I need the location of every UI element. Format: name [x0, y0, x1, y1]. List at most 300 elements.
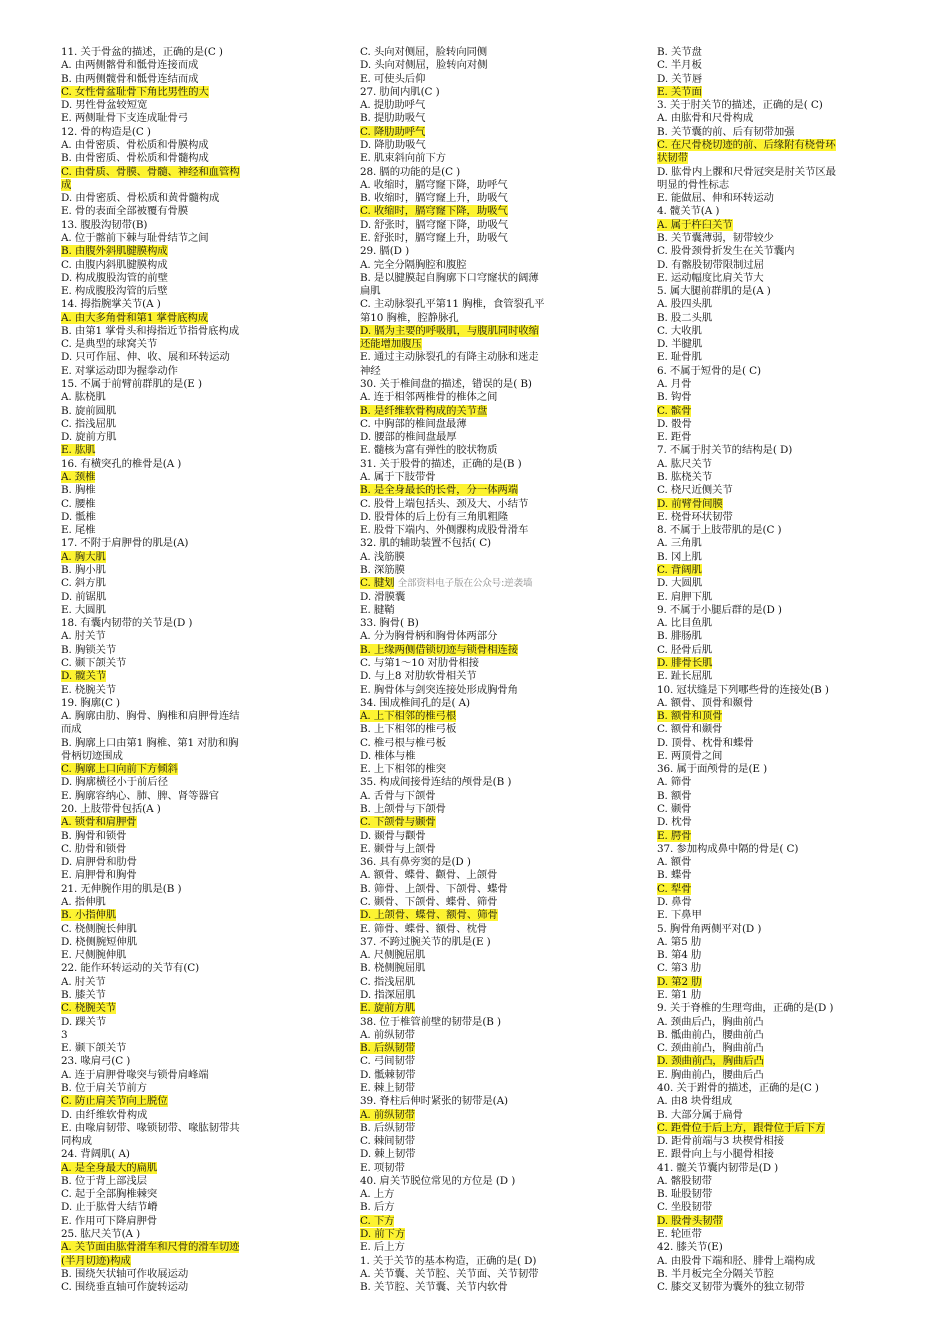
text-line [360, 285, 645, 298]
line-text: A. 分为胸骨柄和胸骨体两部分 [360, 630, 498, 643]
text-line [360, 431, 645, 444]
line-text: E. 轮匝带 [657, 1228, 702, 1241]
line-text: A. 连于肩胛骨喙突与锁骨肩峰端 [61, 1068, 209, 1081]
text-line [657, 697, 919, 710]
text-line [360, 1188, 645, 1201]
text-line [61, 298, 346, 311]
line-text: C. 腰椎 [61, 497, 96, 510]
text-line [61, 1082, 346, 1095]
line-text: D. 与上8 对肋软骨相关节 [360, 670, 477, 683]
text-line [61, 1042, 346, 1055]
text-line [61, 750, 346, 763]
text-line [61, 351, 346, 364]
text-line [657, 112, 919, 125]
line-text: C. 颈曲前凸，胸曲前凸 [657, 1042, 764, 1055]
line-text: C. 由腹内斜肌腱膜构成 [61, 258, 168, 271]
line-text: D. 鼻骨 [657, 896, 692, 908]
line-text: D. 腰部的椎间盘最厚 [360, 431, 457, 444]
line-text: C. 降肋助呼气 [360, 125, 426, 138]
line-text: E. 腱鞘 [360, 603, 395, 616]
text-line [657, 1175, 919, 1188]
text-line [61, 112, 346, 125]
line-text: B. 是纤维软骨构成的关节盘 [360, 404, 488, 417]
text-line [61, 657, 346, 670]
line-text: 23. 喙肩弓(C ) [61, 1055, 131, 1068]
text-line [360, 617, 645, 630]
line-text: A. 指伸肌 [61, 896, 106, 908]
line-text: D. 前下方 [360, 1228, 406, 1241]
line-text: 40. 关于跗骨的描述，正确的是(C ) [657, 1081, 819, 1094]
line-text: B. 骶曲前凸，腰曲前凸 [657, 1028, 764, 1041]
text-line [360, 803, 645, 816]
text-line [61, 325, 346, 338]
line-text: B. 关节囊薄弱，韧带较少 [657, 231, 774, 244]
watermark-text: 全部资料电子版在公众号:逆袭墙 [397, 578, 533, 590]
line-text: E. 下鼻甲 [657, 909, 702, 922]
text-line [360, 1135, 645, 1148]
line-text: B. 上缘两侧借锁切迹与锁骨相连接 [360, 643, 519, 656]
line-text: E. 作用可下降肩胛骨 [61, 1214, 158, 1227]
text-line [657, 418, 919, 431]
text-line [657, 205, 919, 218]
line-text: E. 股骨下端内、外侧髁构成股骨滑车 [360, 524, 529, 537]
text-line [61, 790, 346, 803]
line-text: C. 股骨颈骨折发生在关节囊内 [657, 245, 795, 258]
line-text: E. 桡骨环状韧带 [657, 510, 733, 523]
line-text: B. 冈上肌 [657, 550, 702, 563]
text-line [360, 936, 645, 949]
line-text: B. 由第1 掌骨头和拇指近节指骨底构成 [61, 324, 240, 337]
highlighted-text-line [657, 976, 919, 989]
line-text: B. 关节盘 [657, 46, 702, 58]
line-text: D. 骰骨 [657, 417, 692, 430]
text-line [61, 949, 346, 962]
line-text: A. 完全分隔胸腔和腹腔 [360, 258, 467, 271]
line-text: E. 两顶骨之间 [657, 749, 723, 762]
highlighted-text-line [360, 1042, 645, 1055]
text-line [360, 46, 645, 59]
text-line [657, 803, 919, 816]
line-text: E. 胸曲前凸，腰曲后凸 [657, 1068, 764, 1081]
line-text: A. 额骨、蝶骨、颧骨、上颌骨 [360, 869, 498, 882]
text-line [657, 192, 919, 205]
text-line [360, 179, 645, 192]
line-text: B. 腓肠肌 [657, 630, 702, 643]
line-text: A. 胸廓由肋、胸骨、胸椎和肩胛骨连结 [61, 710, 240, 723]
text-line [61, 524, 346, 537]
highlighted-text-line [61, 670, 346, 683]
highlighted-text-line [657, 139, 919, 152]
line-text: A. 是全身最大的扁肌 [61, 1161, 158, 1174]
line-text: B. 膝关节 [61, 988, 106, 1001]
text-line [360, 564, 645, 577]
line-text: 30. 关于椎间盘的描述，错误的是( B) [360, 378, 532, 391]
line-text: E. 肩胛骨和胸骨 [61, 869, 137, 882]
line-text: 38. 位于椎管前壁的韧带是(B ) [360, 1015, 501, 1028]
line-text: A. 前纵韧带 [360, 1028, 415, 1041]
text-line [61, 630, 346, 643]
highlighted-text-line [657, 498, 919, 511]
text-line [61, 684, 346, 697]
line-text: C. 起于全部胸椎棘突 [61, 1188, 158, 1201]
line-text: C. 由骨质、骨膜、骨髓、神经和血管构 [61, 165, 240, 178]
line-text: 35. 构成间接骨连结的颅骨是(B ) [360, 776, 512, 789]
line-text: E. 筛骨、蝶骨、额骨、枕骨 [360, 922, 488, 935]
text-line [657, 1201, 919, 1214]
text-line [61, 723, 346, 736]
text-line [657, 949, 919, 962]
text-line [657, 843, 919, 856]
text-line [657, 723, 919, 736]
line-text: 3 [61, 1028, 68, 1041]
text-line [360, 989, 645, 1002]
highlighted-text-line [360, 405, 645, 418]
line-text: C. 棘间韧带 [360, 1135, 416, 1148]
text-line [61, 936, 346, 949]
line-text: 11. 关于骨盆的描述，正确的是(C ) [61, 46, 223, 58]
line-text: E. 髓核为富有弹性的胶状物质 [360, 444, 498, 457]
line-text: C. 颞骨 [657, 803, 692, 816]
line-text: A. 连于相邻两椎骨的椎体之间 [360, 391, 498, 404]
line-text: E. 构成腹股沟管的后壁 [61, 285, 168, 298]
line-text: C. 坐股韧带 [657, 1201, 713, 1214]
text-line [61, 1016, 346, 1029]
line-text: 而成 [61, 723, 82, 736]
text-line [360, 697, 645, 710]
text-line [61, 192, 346, 205]
line-text: 29. 膈(D ) [360, 245, 410, 258]
line-text: D. 只可作屈、伸、收、展和环转运动 [61, 351, 230, 364]
text-line [61, 418, 346, 431]
highlighted-text-line [657, 710, 919, 723]
text-line [61, 59, 346, 72]
line-text: D. 颈曲前凸，胸曲后凸 [657, 1055, 764, 1068]
text-line [61, 1055, 346, 1068]
line-text: 8. 不属于上肢带肌的是(C ) [657, 524, 782, 537]
text-line [657, 962, 919, 975]
line-text: 扁肌 [360, 285, 381, 298]
line-text: 37. 不跨过腕关节的肌是(E ) [360, 935, 491, 948]
text-line [360, 511, 645, 524]
text-line [61, 1135, 346, 1148]
line-text: A. 由肱骨和尺骨构成 [657, 112, 754, 125]
line-text: C. 距骨位于后上方，跟骨位于后下方 [657, 1121, 826, 1134]
line-text: 20. 上肢带骨包括(A ) [61, 803, 161, 816]
line-text: B. 桡侧腕屈肌 [360, 962, 426, 975]
text-line [61, 604, 346, 617]
line-text: C. 主动脉裂孔平第11 胸椎，食管裂孔平 [360, 298, 545, 311]
line-text: 骨柄切迹围成 [61, 749, 123, 762]
text-line [657, 1095, 919, 1108]
line-text: 32. 肌的辅助装置不包括( C) [360, 537, 492, 550]
line-text: 15. 不属于前臂前群肌的是(E ) [61, 378, 202, 391]
text-line [657, 591, 919, 604]
line-text: B. 是以腱膜起自胸廓下口穹窿状的阔薄 [360, 271, 539, 284]
text-line [360, 869, 645, 882]
text-line [657, 1162, 919, 1175]
text-line [61, 365, 346, 378]
line-text: C. 下方 [360, 1214, 395, 1227]
line-text: D. 降肋助吸气 [360, 138, 426, 151]
line-text: D. 髋关节 [61, 670, 107, 683]
highlighted-text-line [360, 577, 645, 590]
text-line [360, 458, 645, 471]
text-line [360, 259, 645, 272]
text-line [657, 630, 919, 643]
line-text: 19. 胸廓(C ) [61, 696, 120, 709]
text-line [657, 1148, 919, 1161]
text-line [61, 1069, 346, 1082]
text-line [61, 126, 346, 139]
text-line [360, 976, 645, 989]
highlighted-text-line [61, 245, 346, 258]
line-text: D. 肩胛骨和肋骨 [61, 856, 138, 869]
text-line [657, 1002, 919, 1015]
text-line [657, 1082, 919, 1095]
line-text: A. 月骨 [657, 378, 692, 391]
text-line [61, 577, 346, 590]
text-line [360, 551, 645, 564]
text-line [61, 99, 346, 112]
text-line [61, 869, 346, 882]
line-text: B. 耻股韧带 [657, 1188, 713, 1201]
highlighted-text-line [360, 484, 645, 497]
line-text: E. 肌束斜向前下方 [360, 152, 446, 165]
highlighted-text-line [61, 1095, 346, 1108]
line-text: C. 第3 肋 [657, 962, 702, 975]
text-line [360, 1055, 645, 1068]
line-text: A. 额骨、顶骨和颞骨 [657, 696, 754, 709]
highlighted-text-line [657, 1055, 919, 1068]
text-line [657, 1228, 919, 1241]
line-text: B. 位于背上部浅层 [61, 1174, 147, 1187]
line-text: B. 蝶骨 [657, 869, 692, 882]
highlighted-text-line [360, 816, 645, 829]
highlighted-text-line [61, 444, 346, 457]
text-line [360, 949, 645, 962]
text-line [657, 936, 919, 949]
line-text: B. 收缩时，膈穹窿上升，助吸气 [360, 192, 508, 205]
highlighted-text-line [360, 1109, 645, 1122]
line-text: E. 肩胛下肌 [657, 590, 713, 603]
line-text: A. 三角肌 [657, 537, 702, 550]
text-line [657, 1069, 919, 1082]
text-line [360, 883, 645, 896]
line-text: E. 旋前方肌 [360, 1002, 416, 1015]
text-line [61, 205, 346, 218]
line-text: A. 肘关节 [61, 630, 106, 643]
text-line [657, 378, 919, 391]
text-line [61, 378, 346, 391]
text-line [360, 657, 645, 670]
highlighted-text-line [61, 166, 346, 179]
text-line [61, 285, 346, 298]
line-text: A. 肱尺关节 [657, 457, 712, 470]
line-text: D. 由纤维软骨构成 [61, 1108, 148, 1121]
text-line [360, 73, 645, 86]
line-text: E. 通过主动脉裂孔的有降主动脉和迷走 [360, 351, 539, 364]
line-text: 4. 髋关节(A ) [657, 205, 720, 218]
text-line [360, 856, 645, 869]
text-line [657, 763, 919, 776]
text-column-3 [657, 46, 919, 1294]
text-line [61, 219, 346, 232]
line-text: 24. 背阔肌( A) [61, 1148, 130, 1161]
line-text: 5. 胸骨角两侧平对(D ) [657, 922, 762, 935]
line-text: D. 第2 肋 [657, 975, 702, 988]
text-line [61, 843, 346, 856]
line-text: B. 深筋膜 [360, 563, 405, 576]
line-text: A. 颈曲后凸，胸曲前凸 [657, 1015, 764, 1028]
line-text: B. 旋前圆肌 [61, 404, 117, 417]
line-text: E. 尺侧腕伸肌 [61, 949, 127, 962]
text-line [61, 458, 346, 471]
line-text: B. 位于肩关节前方 [61, 1081, 147, 1094]
line-text: B. 关节腔、关节囊、关节内软骨 [360, 1281, 508, 1294]
text-line [61, 564, 346, 577]
text-line [657, 166, 919, 179]
line-text: E. 颞骨与上颌骨 [360, 842, 436, 855]
text-line [657, 750, 919, 763]
line-text: B. 围绕矢状轴可作收展运动 [61, 1267, 189, 1280]
line-text: B. 钩骨 [657, 391, 692, 404]
highlighted-text-line [360, 338, 645, 351]
text-line [360, 524, 645, 537]
highlighted-text-line [360, 126, 645, 139]
line-text: A. 关节面由肱骨滑车和尺骨的滑车切迹 [61, 1241, 240, 1254]
line-text: D. 前锯肌 [61, 590, 107, 603]
line-text: E. 项韧带 [360, 1161, 405, 1174]
line-text: 还能增加腹压 [360, 338, 422, 351]
text-line [657, 1268, 919, 1281]
text-line [657, 1042, 919, 1055]
highlighted-text-line [657, 830, 919, 843]
line-text: 第10 胸椎，腔静脉孔 [360, 311, 459, 324]
line-text: A. 由两侧髂骨和骶骨连接而成 [61, 59, 199, 72]
line-text: 34. 围成椎间孔的是( A) [360, 696, 470, 709]
text-line [657, 431, 919, 444]
text-line [360, 670, 645, 683]
line-text: D. 骶椎 [61, 510, 96, 523]
highlighted-text-line [657, 1215, 919, 1228]
text-line [360, 139, 645, 152]
highlighted-text-line [657, 152, 919, 165]
text-line [360, 245, 645, 258]
text-line [61, 391, 346, 404]
text-line [657, 551, 919, 564]
line-text: 明显的骨性标志 [657, 178, 730, 191]
text-line [657, 909, 919, 922]
line-text: 神经 [360, 364, 381, 377]
line-text: B. 股二头肌 [657, 311, 713, 324]
line-text: C. 与第1～10 对肋骨相接 [360, 656, 479, 669]
text-line [360, 99, 645, 112]
highlighted-text-line [360, 325, 645, 338]
line-text: D. 椎体与椎 [360, 749, 416, 762]
line-text: C. 桡侧腕长伸肌 [61, 922, 137, 935]
line-text: E. 两侧耻骨下支连成耻骨弓 [61, 112, 189, 125]
highlighted-text-line [61, 179, 346, 192]
line-text: D. 踝关节 [61, 1015, 107, 1028]
line-text: A. 收缩时，膈穹窿下降，助呼气 [360, 178, 508, 191]
text-line [657, 816, 919, 829]
text-line [657, 737, 919, 750]
text-line [61, 152, 346, 165]
text-line [360, 591, 645, 604]
text-line [360, 1201, 645, 1214]
line-text: A. 股四头肌 [657, 298, 712, 311]
line-text: B. 大部分属于扁骨 [657, 1108, 743, 1121]
text-line [360, 923, 645, 936]
text-line [360, 1281, 645, 1294]
line-text: D. 前臂骨间膜 [657, 497, 723, 510]
highlighted-text-line [61, 551, 346, 564]
line-text: C. 指浅屈肌 [61, 417, 117, 430]
text-line [61, 737, 346, 750]
text-line [657, 856, 919, 869]
line-text: E. 对掌运动即为握拳动作 [61, 364, 178, 377]
text-line [61, 962, 346, 975]
text-line [657, 644, 919, 657]
line-text: E. 颞下颌关节 [61, 1042, 127, 1055]
line-text: E. 趾长屈肌 [657, 670, 713, 683]
text-line [657, 46, 919, 59]
line-text: E. 上下相邻的椎突 [360, 763, 446, 776]
highlighted-text-line [657, 405, 919, 418]
text-line [657, 684, 919, 697]
text-line [657, 312, 919, 325]
line-text: B. 提肋助吸气 [360, 112, 426, 125]
text-line [360, 630, 645, 643]
highlighted-text-line [61, 1002, 346, 1015]
text-line [360, 790, 645, 803]
text-line [360, 112, 645, 125]
line-text: E. 桡腕关节 [61, 683, 117, 696]
highlighted-text-line [61, 1255, 346, 1268]
line-text: A. 比目鱼肌 [657, 617, 712, 630]
highlighted-text-line [61, 1241, 346, 1254]
text-line [61, 1268, 346, 1281]
line-text: B. 由腹外斜肌腱膜构成 [61, 245, 168, 258]
text-line [360, 498, 645, 511]
text-line [61, 338, 346, 351]
line-text: A. 由8 块骨组成 [657, 1095, 732, 1108]
line-text: E. 第1 肋 [657, 988, 702, 1001]
line-text: B. 后纵韧带 [360, 1121, 416, 1134]
text-line [657, 126, 919, 139]
line-text: 25. 肱尺关节(A ) [61, 1228, 141, 1241]
line-text: E. 胸骨体与剑突连接处形成胸骨角 [360, 683, 518, 696]
line-text: D. 构成腹股沟管的前壁 [61, 271, 168, 284]
line-text: C. 收缩时，膈穹窿下降，助吸气 [360, 205, 508, 218]
line-text: B. 胸小肌 [61, 563, 106, 576]
highlighted-text-line [657, 219, 919, 232]
line-text: 36. 具有鼻旁窦的是(D ) [360, 856, 471, 869]
text-line [360, 737, 645, 750]
line-text: A. 肱桡肌 [61, 391, 106, 404]
text-line [360, 378, 645, 391]
line-text: C. 半月板 [657, 59, 702, 72]
highlighted-text-line [657, 564, 919, 577]
text-line [61, 710, 346, 723]
text-line [360, 750, 645, 763]
text-line [657, 298, 919, 311]
text-line [61, 1228, 346, 1241]
text-line [61, 1175, 346, 1188]
highlighted-text-line [360, 1002, 645, 1015]
text-line [657, 391, 919, 404]
text-line [61, 1281, 346, 1294]
